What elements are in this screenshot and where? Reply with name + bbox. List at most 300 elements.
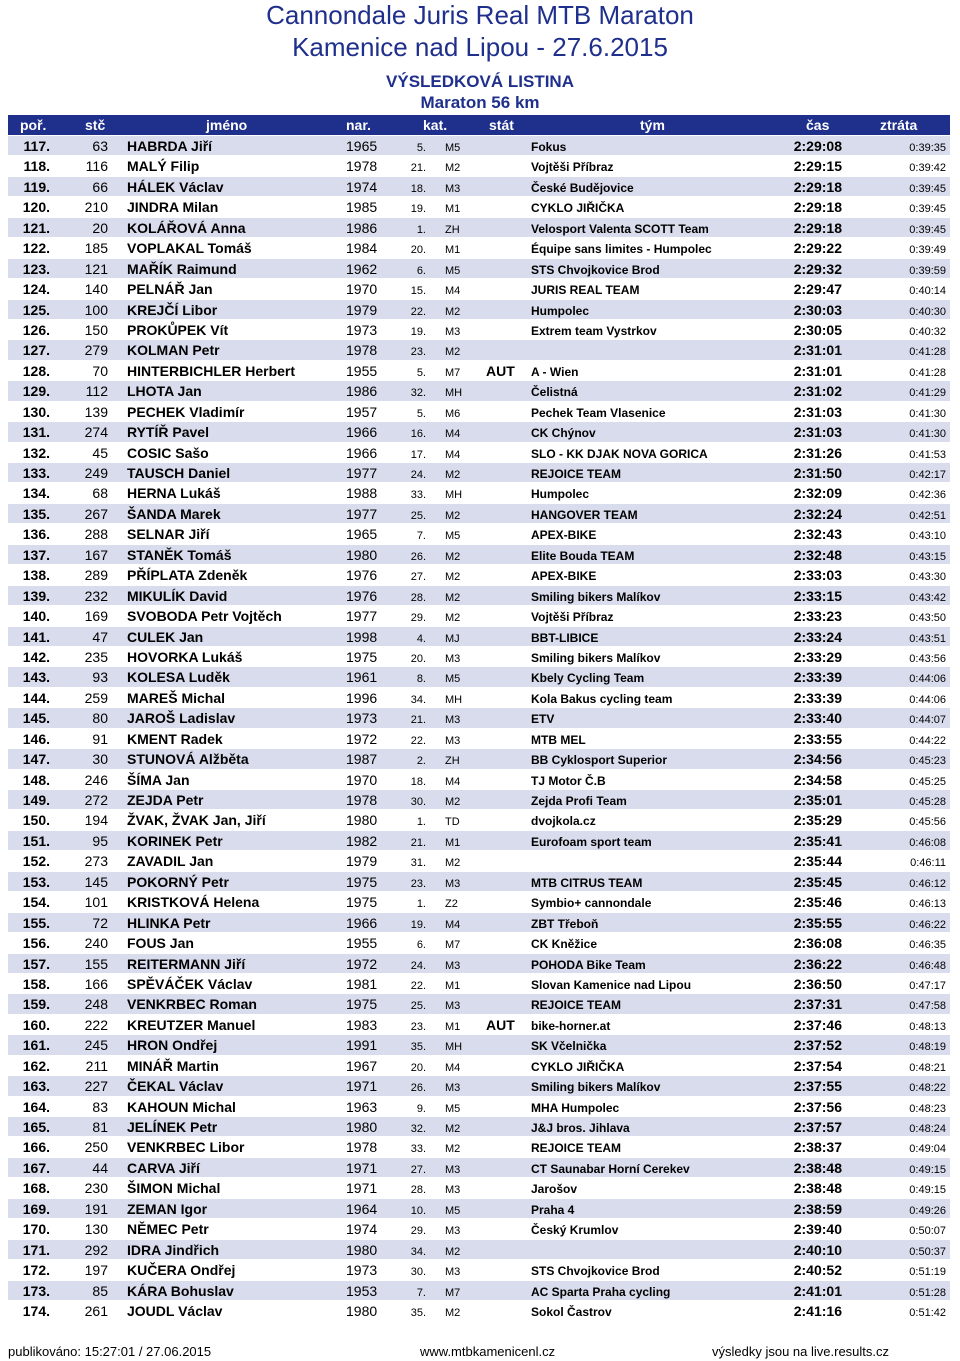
cell-name: TAUSCH Daniel — [127, 465, 231, 481]
cell-team: Kbely Cycling Team — [531, 671, 645, 686]
cell-team: HANGOVER TEAM — [531, 507, 638, 522]
cell-time: 2:31:03 — [793, 424, 842, 441]
cell-time: 2:33:24 — [793, 628, 842, 645]
cell-name: KMENT Radek — [127, 730, 223, 747]
cell-name: PECHEK Vladimír — [127, 403, 245, 420]
cell-start-number: 273 — [84, 853, 108, 870]
cell-birth-year: 1980 — [346, 1119, 378, 1135]
table-row — [8, 443, 950, 463]
cell-category: MJ — [445, 632, 460, 645]
cell-name: MAREŠ Michal — [127, 689, 226, 706]
cell-name: KÁRA Bohuslav — [127, 1282, 234, 1299]
results-table — [8, 136, 950, 1321]
cell-team: Smiling bikers Malíkov — [531, 589, 661, 604]
cell-category: M7 — [445, 366, 461, 379]
cell-category: M5 — [445, 1204, 461, 1217]
cell-start-number: 279 — [84, 342, 108, 359]
cell-start-number: 93 — [92, 669, 108, 686]
cell-time: 2:32:09 — [793, 485, 842, 502]
table-row — [8, 1240, 950, 1260]
cell-time: 2:33:29 — [793, 648, 842, 665]
cell-time-loss: 0:43:51 — [909, 632, 946, 645]
cell-time-loss: 0:49:15 — [909, 1184, 946, 1197]
col-header-nar: nar. — [346, 117, 371, 133]
cell-time-loss: 0:42:17 — [909, 469, 946, 481]
cell-category-position: 28. — [410, 1184, 426, 1197]
cell-birth-year: 1973 — [346, 710, 378, 727]
cell-category: M2 — [445, 469, 461, 481]
cell-birth-year: 1978 — [346, 342, 378, 359]
cell-team: MHA Humpolec — [531, 1100, 620, 1115]
cell-name: NĚMEC Petr — [127, 1221, 209, 1238]
cell-position: 150. — [22, 812, 50, 829]
cell-time: 2:29:18 — [793, 219, 842, 236]
cell-team: A - Wien — [531, 364, 579, 379]
cell-team: Sokol Častrov — [531, 1304, 612, 1319]
cell-team: Jarošov — [531, 1182, 578, 1197]
cell-time-loss: 0:46:11 — [910, 857, 946, 870]
cell-category: M3 — [445, 1000, 461, 1013]
cell-category-position: 23. — [410, 1020, 426, 1033]
cell-team: CT Saunabar Horní Cerekev — [531, 1161, 690, 1176]
cell-time-loss: 0:48:21 — [909, 1061, 946, 1074]
table-row — [8, 197, 950, 217]
cell-time: 2:38:59 — [793, 1200, 842, 1217]
cell-start-number: 91 — [92, 730, 108, 747]
cell-birth-year: 1966 — [346, 444, 378, 461]
cell-time: 2:33:03 — [793, 567, 842, 584]
cell-name: PELNÁŘ Jan — [127, 281, 213, 298]
event-location-date: Kamenice nad Lipou - 27.6.2015 — [292, 32, 668, 62]
table-row — [8, 708, 950, 728]
cell-category-position: 17. — [410, 448, 426, 461]
cell-time: 2:33:23 — [793, 608, 842, 625]
cell-time: 2:30:03 — [793, 301, 842, 318]
cell-name: MALÝ Filip — [127, 158, 200, 175]
cell-position: 145. — [22, 710, 50, 727]
cell-name: KOLESA Luděk — [127, 669, 230, 686]
cell-birth-year: 1955 — [346, 935, 378, 952]
table-row — [8, 667, 950, 687]
cell-position: 124. — [22, 281, 50, 298]
cell-position: 126. — [22, 321, 50, 338]
cell-position: 173. — [22, 1282, 50, 1299]
cell-country: AUT — [486, 362, 515, 379]
cell-time-loss: 0:46:35 — [909, 939, 946, 952]
cell-team: APEX-BIKE — [531, 569, 597, 584]
table-row — [8, 831, 950, 851]
cell-position: 118. — [23, 158, 50, 175]
results-heading: VÝSLEDKOVÁ LISTINA — [386, 72, 574, 91]
cell-position: 141. — [22, 628, 50, 645]
table-row — [8, 954, 950, 974]
cell-category: M3 — [445, 182, 461, 195]
cell-category: M4 — [445, 428, 461, 441]
cell-country: AUT — [486, 1016, 515, 1033]
table-row — [8, 381, 950, 401]
cell-category: MH — [445, 693, 463, 706]
cell-start-number: 211 — [85, 1057, 108, 1074]
cell-time: 2:29:08 — [793, 138, 842, 154]
cell-start-number: 66 — [92, 178, 108, 195]
cell-start-number: 185 — [84, 240, 108, 257]
cell-birth-year: 1971 — [346, 1159, 378, 1176]
cell-name: HERNA Lukáš — [127, 485, 221, 502]
cell-time: 2:37:52 — [793, 1037, 842, 1054]
cell-name: KAHOUN Michal — [127, 1098, 236, 1115]
cell-name: ŠÍMA Jan — [127, 771, 190, 788]
cell-birth-year: 1973 — [346, 321, 378, 338]
cell-team: APEX-BIKE — [531, 528, 597, 543]
cell-birth-year: 1963 — [346, 1098, 378, 1115]
cell-birth-year: 1965 — [346, 526, 378, 543]
cell-category: M3 — [445, 877, 461, 890]
cell-time: 2:30:05 — [793, 321, 842, 338]
cell-category-position: 33. — [410, 1143, 426, 1156]
cell-category-position: 1. — [416, 223, 426, 236]
cell-position: 131. — [22, 424, 50, 441]
cell-team: TJ Motor Č.B — [531, 773, 606, 788]
cell-name: ZEJDA Petr — [127, 792, 204, 808]
cell-birth-year: 1967 — [346, 1057, 378, 1074]
cell-category: Z2 — [445, 898, 458, 911]
cell-birth-year: 1974 — [346, 1221, 378, 1238]
cell-category: M2 — [445, 1306, 461, 1319]
cell-category: MH — [445, 387, 463, 400]
cell-position: 163. — [22, 1078, 50, 1095]
col-header-stat: stát — [489, 117, 514, 133]
cell-name: VENKRBEC Roman — [127, 996, 257, 1013]
cell-category-position: 7. — [416, 1286, 426, 1299]
cell-team: Zejda Profi Team — [531, 794, 627, 808]
cell-category-position: 5. — [416, 366, 426, 379]
cell-start-number: 116 — [85, 158, 108, 175]
cell-name: CARVA Jiří — [127, 1159, 200, 1176]
cell-birth-year: 1996 — [346, 689, 378, 706]
table-row — [8, 361, 950, 381]
table-row — [8, 1137, 950, 1157]
cell-category-position: 35. — [410, 1041, 426, 1054]
cell-category-position: 20. — [410, 244, 426, 257]
cell-time: 2:35:01 — [793, 792, 842, 808]
col-header-por: poř. — [20, 117, 47, 133]
cell-category-position: 8. — [416, 673, 426, 686]
cell-category: M3 — [445, 1163, 461, 1176]
cell-birth-year: 1971 — [346, 1078, 378, 1095]
cell-category: M2 — [445, 305, 461, 318]
cell-time-loss: 0:39:59 — [909, 264, 946, 277]
cell-birth-year: 1991 — [346, 1037, 378, 1054]
cell-team: REJOICE TEAM — [531, 1141, 622, 1156]
cell-position: 164. — [22, 1098, 50, 1115]
cell-start-number: 210 — [84, 199, 108, 216]
cell-position: 161. — [22, 1037, 50, 1054]
cell-start-number: 272 — [84, 792, 108, 808]
cell-team: BBT-LIBICE — [531, 630, 599, 645]
cell-category: M2 — [445, 1123, 461, 1135]
cell-category: M3 — [445, 1266, 461, 1279]
cell-time: 2:35:55 — [793, 914, 842, 931]
cell-time-loss: 0:45:25 — [909, 775, 946, 788]
cell-team: dvojkola.cz — [531, 814, 596, 829]
cell-category-position: 18. — [410, 182, 426, 195]
cell-category: M1 — [445, 979, 461, 992]
cell-team: Humpolec — [531, 487, 590, 502]
cell-start-number: 240 — [84, 935, 108, 952]
cell-start-number: 227 — [84, 1078, 108, 1095]
cell-category-position: 33. — [410, 489, 426, 502]
cell-position: 156. — [22, 935, 50, 952]
cell-category-position: 20. — [410, 652, 426, 665]
cell-birth-year: 1976 — [346, 587, 378, 604]
cell-birth-year: 1977 — [346, 608, 378, 625]
cell-birth-year: 1976 — [346, 567, 378, 584]
cell-time: 2:31:50 — [793, 465, 842, 481]
cell-name: SVOBODA Petr Vojtěch — [127, 608, 282, 625]
table-row — [8, 974, 950, 994]
cell-birth-year: 1980 — [346, 546, 378, 563]
table-row — [8, 790, 950, 810]
cell-category-position: 25. — [410, 1000, 426, 1013]
cell-position: 151. — [22, 832, 50, 849]
cell-time-loss: 0:44:06 — [909, 673, 946, 686]
cell-birth-year: 1980 — [346, 1302, 378, 1319]
cell-time: 2:37:57 — [793, 1119, 842, 1135]
cell-name: MINÁŘ Martin — [127, 1057, 219, 1074]
cell-birth-year: 1957 — [346, 403, 378, 420]
cell-position: 157. — [22, 955, 50, 972]
cell-name: COSIC Sašo — [127, 444, 209, 461]
cell-birth-year: 1964 — [346, 1200, 378, 1217]
table-row — [8, 1117, 950, 1137]
cell-time: 2:29:15 — [793, 158, 842, 175]
cell-position: 125. — [22, 301, 50, 318]
cell-team: MTB MEL — [531, 732, 586, 747]
cell-time: 2:38:48 — [793, 1180, 842, 1197]
cell-category: M2 — [445, 857, 461, 870]
table-row — [8, 422, 950, 442]
cell-position: 129. — [22, 383, 50, 400]
cell-position: 136. — [22, 526, 50, 543]
table-row — [8, 1035, 950, 1055]
cell-position: 170. — [22, 1221, 50, 1238]
cell-team: BB Cyklosport Superior — [531, 753, 668, 768]
cell-birth-year: 1975 — [346, 996, 378, 1013]
cell-time-loss: 0:48:22 — [909, 1082, 946, 1095]
cell-category-position: 22. — [410, 305, 426, 318]
cell-time-loss: 0:45:28 — [909, 796, 946, 808]
cell-category-position: 23. — [410, 346, 426, 359]
cell-team: Velosport Valenta SCOTT Team — [531, 221, 709, 236]
cell-position: 119. — [23, 178, 50, 195]
cell-time: 2:29:47 — [793, 281, 842, 298]
cell-category-position: 22. — [410, 734, 426, 747]
cell-start-number: 80 — [92, 710, 108, 727]
table-row — [8, 606, 950, 626]
cell-time-loss: 0:40:14 — [909, 285, 946, 298]
cell-name: KREUTZER Manuel — [127, 1016, 256, 1033]
cell-team: ETV — [531, 712, 555, 727]
cell-time-loss: 0:40:32 — [909, 325, 946, 338]
table-row — [8, 913, 950, 933]
cell-birth-year: 1970 — [346, 771, 378, 788]
cell-birth-year: 1983 — [346, 1016, 378, 1033]
cell-birth-year: 1982 — [346, 832, 378, 849]
cell-team: Smiling bikers Malíkov — [531, 1080, 661, 1095]
cell-category-position: 6. — [416, 264, 426, 277]
cell-category: M1 — [445, 836, 461, 849]
cell-start-number: 246 — [84, 771, 108, 788]
cell-birth-year: 1980 — [346, 812, 378, 829]
cell-position: 167. — [22, 1159, 50, 1176]
cell-category: M7 — [445, 939, 461, 952]
cell-name: KORINEK Petr — [127, 832, 223, 849]
cell-name: JAROŠ Ladislav — [127, 710, 236, 727]
cell-category: M3 — [445, 652, 461, 665]
cell-category-position: 30. — [410, 1266, 426, 1279]
table-row — [8, 1076, 950, 1096]
cell-time: 2:31:03 — [793, 403, 842, 420]
table-row — [8, 1260, 950, 1280]
cell-team: Kola Bakus cycling team — [531, 691, 673, 706]
cell-category: MH — [445, 1041, 463, 1054]
cell-position: 174. — [22, 1302, 50, 1319]
cell-time-loss: 0:42:36 — [909, 489, 946, 502]
cell-time: 2:37:46 — [793, 1016, 842, 1033]
cell-position: 128. — [22, 362, 50, 379]
cell-category-position: 16. — [410, 428, 426, 441]
cell-category-position: 19. — [410, 203, 426, 216]
table-row — [8, 994, 950, 1014]
cell-category-position: 21. — [410, 714, 426, 727]
cell-category: M1 — [445, 203, 461, 216]
cell-category-position: 29. — [410, 612, 426, 625]
cell-start-number: 232 — [84, 587, 108, 604]
cell-name: MAŘÍK Raimund — [127, 260, 237, 277]
cell-category: TD — [445, 816, 460, 829]
cell-time-loss: 0:43:30 — [909, 571, 946, 584]
cell-category: M1 — [445, 1020, 461, 1033]
cell-time: 2:34:56 — [793, 751, 842, 768]
event-title: Cannondale Juris Real MTB Maraton — [266, 0, 694, 30]
cell-position: 159. — [22, 996, 50, 1013]
cell-category-position: 7. — [416, 530, 426, 543]
cell-start-number: 235 — [84, 648, 108, 665]
cell-position: 153. — [22, 873, 50, 890]
cell-start-number: 230 — [84, 1180, 108, 1197]
cell-birth-year: 1966 — [346, 424, 378, 441]
cell-time-loss: 0:41:28 — [909, 346, 946, 359]
cell-time: 2:36:50 — [793, 975, 842, 992]
cell-start-number: 248 — [84, 996, 108, 1013]
cell-time-loss: 0:42:51 — [909, 509, 946, 522]
cell-position: 123. — [22, 260, 50, 277]
race-category: Maraton 56 km — [420, 93, 540, 112]
cell-birth-year: 1977 — [346, 465, 378, 481]
cell-time: 2:41:01 — [793, 1282, 842, 1299]
cell-start-number: 197 — [84, 1262, 108, 1279]
cell-category: M2 — [445, 612, 461, 625]
cell-birth-year: 1978 — [346, 158, 378, 175]
table-row — [8, 1199, 950, 1219]
cell-time: 2:33:15 — [793, 587, 842, 604]
col-header-ztrata: ztráta — [880, 117, 918, 133]
cell-category-position: 26. — [410, 1082, 426, 1095]
cell-birth-year: 1978 — [346, 1139, 378, 1156]
cell-position: 144. — [22, 689, 50, 706]
cell-name: KUČERA Ondřej — [127, 1262, 236, 1279]
website-link[interactable]: www.mtbkamenicenl.cz — [420, 1344, 556, 1359]
cell-category-position: 32. — [410, 387, 426, 400]
cell-position: 148. — [22, 771, 50, 788]
cell-birth-year: 1986 — [346, 383, 378, 400]
cell-category-position: 23. — [410, 877, 426, 890]
cell-time-loss: 0:41:30 — [909, 407, 946, 420]
cell-name: HÁLEK Václav — [127, 178, 224, 195]
cell-name: ČEKAL Václav — [127, 1078, 224, 1095]
cell-name: SPĚVÁČEK Václav — [127, 975, 253, 992]
table-row — [8, 463, 950, 483]
results-link[interactable]: výsledky jsou na live.results.cz — [712, 1344, 890, 1359]
cell-name: HOVORKA Lukáš — [127, 648, 243, 665]
cell-category: M2 — [445, 796, 461, 808]
cell-category-position: 24. — [410, 469, 426, 481]
cell-position: 168. — [22, 1180, 50, 1197]
cell-time: 2:33:40 — [793, 710, 842, 727]
table-row — [8, 1219, 950, 1239]
cell-start-number: 72 — [92, 914, 108, 931]
cell-time: 2:40:52 — [793, 1262, 842, 1279]
cell-birth-year: 1987 — [346, 751, 378, 768]
cell-time: 2:35:44 — [793, 853, 842, 870]
cell-position: 138. — [22, 567, 50, 584]
cell-birth-year: 1979 — [346, 301, 378, 318]
cell-birth-year: 1973 — [346, 1262, 378, 1279]
table-row — [8, 218, 950, 238]
table-row — [8, 1301, 950, 1321]
cell-time: 2:35:41 — [793, 832, 842, 849]
table-row — [8, 565, 950, 585]
cell-birth-year: 1966 — [346, 914, 378, 931]
cell-team: Čelistná — [531, 385, 578, 400]
cell-name: KOLÁŘOVÁ Anna — [127, 219, 246, 236]
cell-category-position: 32. — [410, 1123, 426, 1135]
cell-category-position: 9. — [416, 1102, 426, 1115]
col-header-cas: čas — [806, 117, 830, 133]
cell-time: 2:29:32 — [793, 260, 842, 277]
cell-birth-year: 1975 — [346, 873, 378, 890]
cell-category: M5 — [445, 264, 461, 277]
cell-time-loss: 0:39:45 — [909, 182, 946, 195]
cell-position: 155. — [22, 914, 50, 931]
cell-category: ZH — [445, 223, 460, 236]
cell-time: 2:37:56 — [793, 1098, 842, 1115]
cell-name: ZEMAN Igor — [127, 1200, 208, 1217]
table-row — [8, 1097, 950, 1117]
cell-category-position: 2. — [416, 755, 426, 768]
cell-name: JINDRA Milan — [127, 199, 219, 216]
cell-time: 2:39:40 — [793, 1221, 842, 1238]
cell-start-number: 30 — [92, 751, 108, 768]
cell-time: 2:37:54 — [793, 1057, 842, 1074]
cell-category-position: 1. — [416, 816, 426, 829]
cell-team: MTB CITRUS TEAM — [531, 875, 643, 890]
cell-position: 143. — [22, 669, 50, 686]
cell-category: M5 — [445, 673, 461, 686]
cell-team: Český Krumlov — [531, 1223, 619, 1238]
cell-birth-year: 1975 — [346, 648, 378, 665]
table-row — [8, 1158, 950, 1178]
